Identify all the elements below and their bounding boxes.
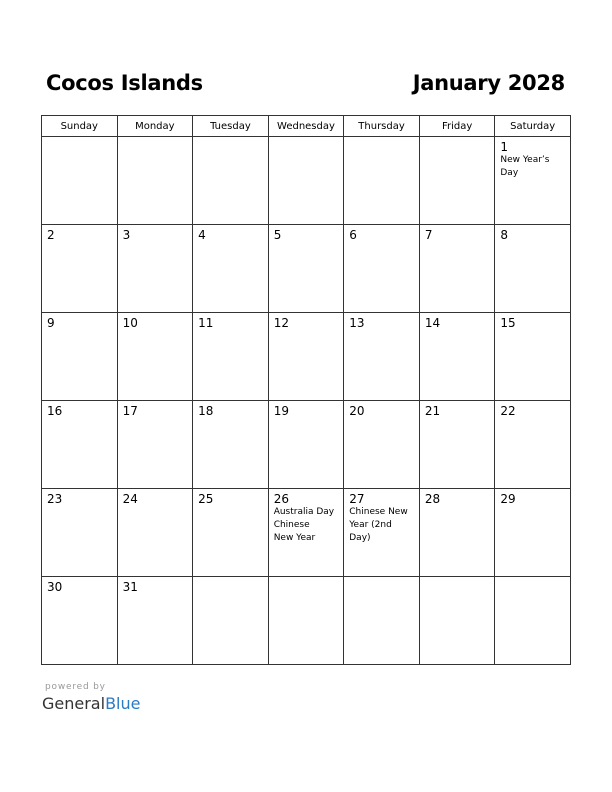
day-cell xyxy=(117,313,193,401)
day-cell xyxy=(495,489,571,577)
day-number: 24 xyxy=(122,492,138,506)
day-cell xyxy=(42,577,118,665)
holiday-event: Chinese New Year (2nd Day) xyxy=(349,507,408,543)
day-number: 5 xyxy=(273,228,282,242)
day-number: 30 xyxy=(47,580,63,594)
day-cell xyxy=(495,137,571,225)
day-number: 7 xyxy=(424,228,433,242)
empty-day-cell xyxy=(419,577,495,665)
day-cell xyxy=(193,401,269,489)
weekday-sunday: Sunday xyxy=(42,116,118,137)
day-number: 3 xyxy=(122,228,131,242)
day-cell xyxy=(117,489,193,577)
day-cell xyxy=(117,401,193,489)
day-cell xyxy=(344,489,420,577)
day-cell xyxy=(193,225,269,313)
day-number: 14 xyxy=(424,316,441,330)
weekday-thursday: Thursday xyxy=(344,116,420,137)
calendar-grid xyxy=(41,115,571,665)
holiday-event: New Year’s Day xyxy=(500,155,550,178)
day-number: 4 xyxy=(198,228,206,242)
empty-day-cell xyxy=(193,577,269,665)
day-number: 9 xyxy=(47,316,55,330)
week-row xyxy=(42,225,571,313)
day-number: 27 xyxy=(349,492,365,506)
weekday-tuesday: Tuesday xyxy=(193,116,269,137)
empty-day-cell xyxy=(344,577,420,665)
calendar-location-title: Cocos Islands xyxy=(46,71,203,95)
day-cell xyxy=(344,225,420,313)
day-cell xyxy=(268,489,344,577)
day-cell xyxy=(193,313,269,401)
empty-day-cell xyxy=(42,137,118,225)
day-number: 18 xyxy=(198,404,214,418)
day-number: 29 xyxy=(500,492,516,506)
day-number: 21 xyxy=(424,404,441,418)
day-cell xyxy=(419,313,495,401)
day-cell xyxy=(117,225,193,313)
day-cell xyxy=(495,313,571,401)
day-cell xyxy=(193,489,269,577)
day-number: 23 xyxy=(47,492,63,506)
day-cell xyxy=(268,401,344,489)
day-number: 16 xyxy=(47,404,63,418)
empty-day-cell xyxy=(268,137,344,225)
day-number: 25 xyxy=(198,492,214,506)
brand-general-text: General xyxy=(42,694,106,713)
day-number: 17 xyxy=(122,404,138,418)
day-number: 2 xyxy=(47,228,55,242)
empty-day-cell xyxy=(193,137,269,225)
day-number: 1 xyxy=(500,140,509,154)
day-number: 28 xyxy=(424,492,441,506)
brand-blue-text: Blue xyxy=(105,694,141,713)
day-cell xyxy=(344,401,420,489)
powered-by-label: powered by xyxy=(45,682,106,692)
day-number: 15 xyxy=(500,316,516,330)
day-cell xyxy=(42,225,118,313)
day-cell xyxy=(344,313,420,401)
day-cell xyxy=(419,401,495,489)
empty-day-cell xyxy=(419,137,495,225)
empty-day-cell xyxy=(268,577,344,665)
weekday-header-row xyxy=(42,116,571,137)
day-number: 22 xyxy=(500,404,516,418)
day-cell xyxy=(42,313,118,401)
empty-day-cell xyxy=(495,577,571,665)
empty-day-cell xyxy=(117,137,193,225)
day-number: 13 xyxy=(349,316,365,330)
day-number: 8 xyxy=(500,228,509,242)
day-cell xyxy=(495,225,571,313)
weekday-wednesday: Wednesday xyxy=(268,116,344,137)
calendar-month-title: January 2028 xyxy=(412,71,565,95)
day-cell xyxy=(495,401,571,489)
week-row xyxy=(42,137,571,225)
week-row xyxy=(42,401,571,489)
weekday-monday: Monday xyxy=(117,116,193,137)
day-cell xyxy=(268,313,344,401)
day-cell xyxy=(42,401,118,489)
day-cell xyxy=(268,225,344,313)
week-row xyxy=(42,313,571,401)
day-number: 31 xyxy=(122,580,138,594)
day-number: 6 xyxy=(349,228,357,242)
day-cell xyxy=(117,577,193,665)
holiday-event: Australia Day Chinese New Year xyxy=(273,507,335,543)
day-cell xyxy=(42,489,118,577)
weekday-friday: Friday xyxy=(419,116,495,137)
day-cell xyxy=(419,225,495,313)
week-row xyxy=(42,489,571,577)
day-number: 12 xyxy=(273,316,289,330)
day-number: 19 xyxy=(273,404,289,418)
day-cell xyxy=(419,489,495,577)
generalblue-logo[interactable] xyxy=(42,694,140,713)
week-row xyxy=(42,577,571,665)
empty-day-cell xyxy=(344,137,420,225)
day-number: 26 xyxy=(273,492,289,506)
day-number: 11 xyxy=(198,316,214,330)
weekday-saturday: Saturday xyxy=(495,116,571,137)
day-number: 20 xyxy=(349,404,365,418)
day-number: 10 xyxy=(122,316,138,330)
